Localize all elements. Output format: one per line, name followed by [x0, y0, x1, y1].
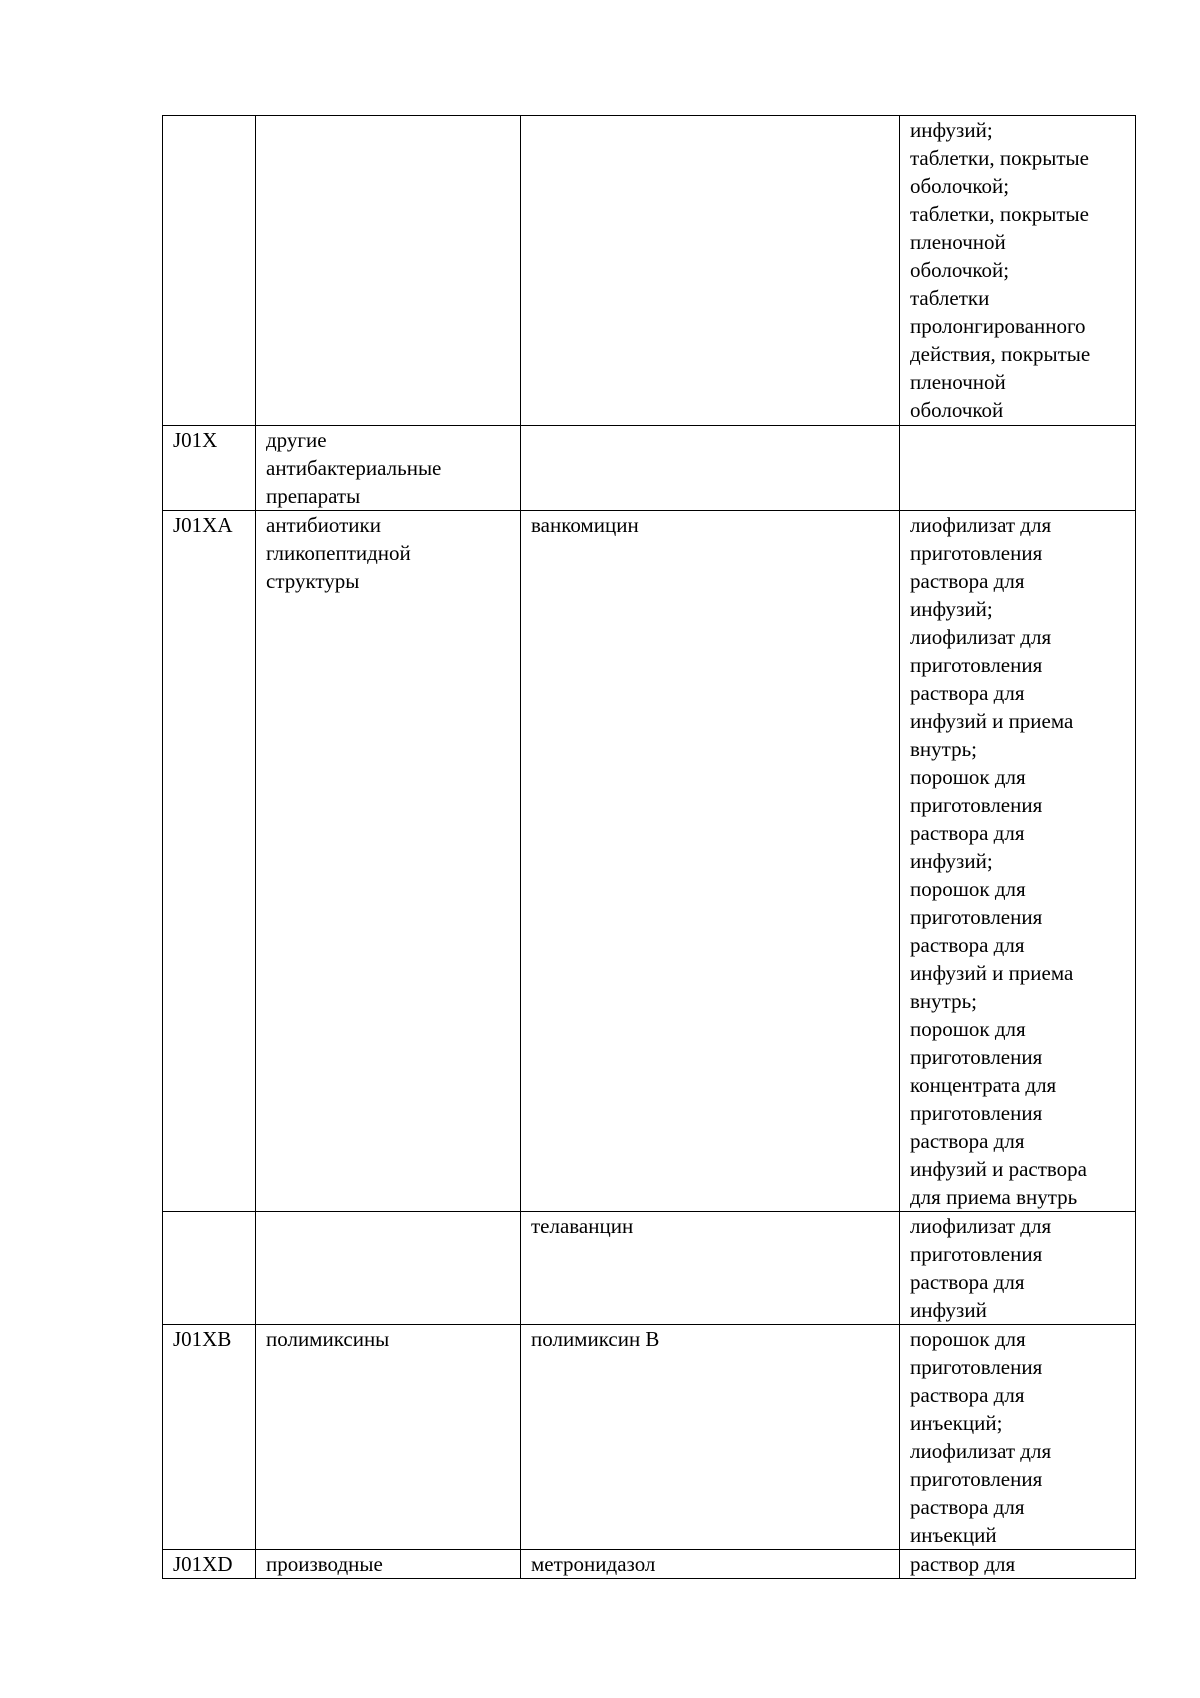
drug-name-cell: телаванцин [521, 1212, 900, 1325]
atc-code-cell [163, 116, 256, 426]
drug-table [162, 115, 1136, 1579]
table-row [163, 426, 1136, 511]
group-name-cell: антибиотики гликопептидной структуры [256, 511, 521, 1212]
dosage-form-cell: инфузий; таблетки, покрытые оболочкой; таблетки, покрытые пленочной оболочкой; таблетки пролонгированного действия, покрытые пленочной оболочкой [900, 116, 1136, 426]
atc-code-cell: J01XA [163, 511, 256, 1212]
dosage-form-cell: лиофилизат для приготовления раствора для инфузий [900, 1212, 1136, 1325]
dosage-form-cell: лиофилизат для приготовления раствора для инфузий; лиофилизат для приготовления раствора для инфузий и приема внутрь; порошок для приготовления раствора для инфузий; порошок для приготовления раствора для инфузий и приема внутрь; порошок для приготовления концентрата для приготовления раствора для инфузий и раствора для приема внутрь [900, 511, 1136, 1212]
table-row [163, 116, 1136, 426]
group-name-cell [256, 1212, 521, 1325]
table-row [163, 1325, 1136, 1550]
drug-name-cell: метронидазол [521, 1550, 900, 1579]
group-name-cell: производные [256, 1550, 521, 1579]
group-name-cell [256, 116, 521, 426]
group-name-cell: другие антибактериальные препараты [256, 426, 521, 511]
atc-code-cell: J01X [163, 426, 256, 511]
drug-name-cell [521, 426, 900, 511]
table-row [163, 1550, 1136, 1579]
dosage-form-cell: раствор для [900, 1550, 1136, 1579]
atc-code-cell [163, 1212, 256, 1325]
group-name-cell: полимиксины [256, 1325, 521, 1550]
drug-name-cell: ванкомицин [521, 511, 900, 1212]
dosage-form-cell: порошок для приготовления раствора для инъекций; лиофилизат для приготовления раствора для инъекций [900, 1325, 1136, 1550]
drug-name-cell: полимиксин B [521, 1325, 900, 1550]
table-row [163, 511, 1136, 1212]
atc-code-cell: J01XD [163, 1550, 256, 1579]
atc-code-cell: J01XB [163, 1325, 256, 1550]
drug-name-cell [521, 116, 900, 426]
table-row [163, 1212, 1136, 1325]
dosage-form-cell [900, 426, 1136, 511]
